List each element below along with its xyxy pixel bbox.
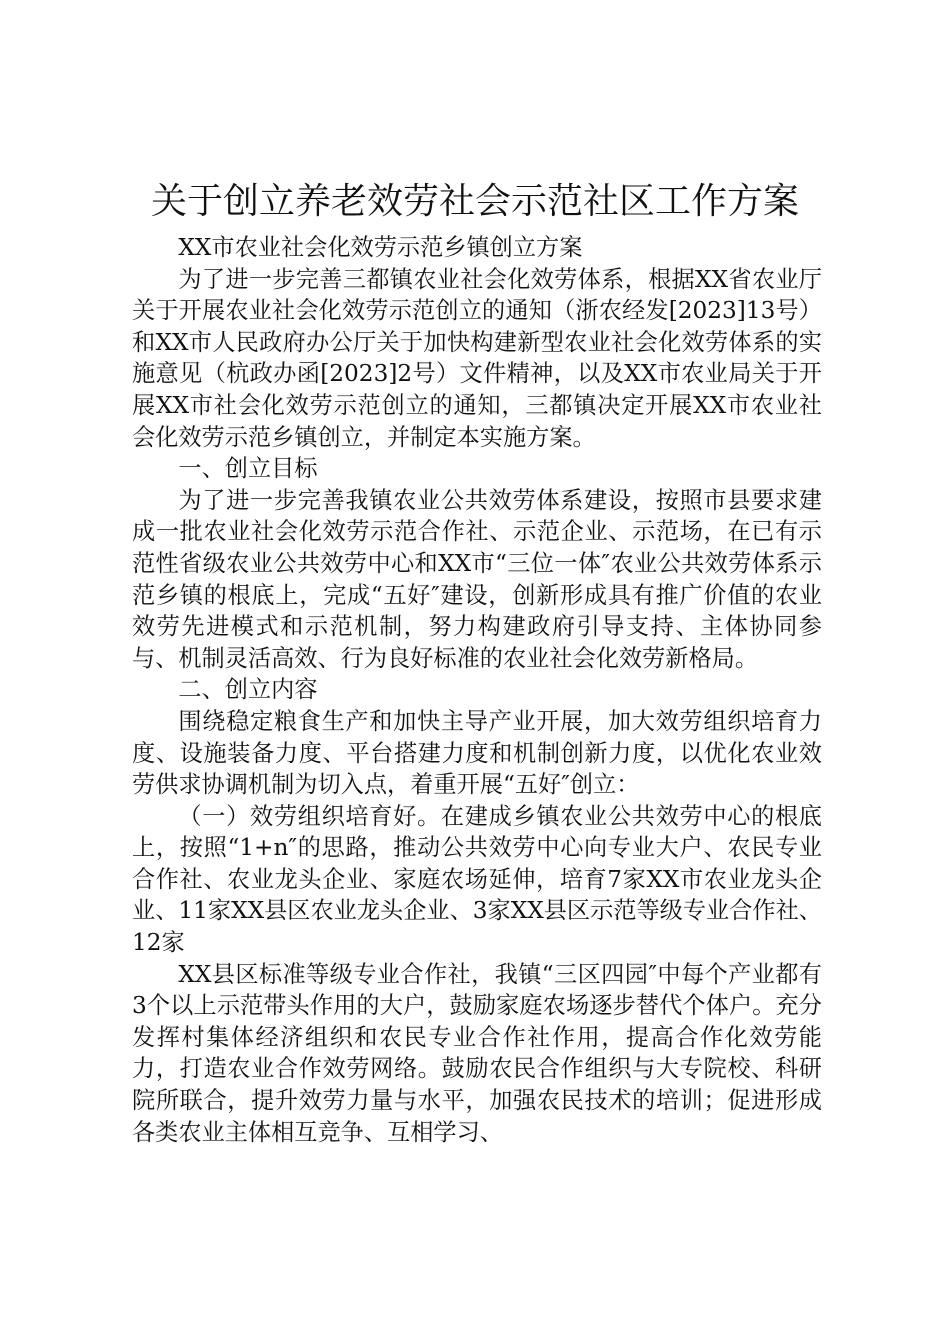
paragraph-item-1: （一）效劳组织培育好。在建成乡镇农业公共效劳中心的根底上，按照“1+n″的思路，推动公共效劳中心向专业大户、农民专业合作社、农业龙头企业、家庭农场延伸，培育7家XX市农业龙头企业、11家XX县区农业龙头企业、3家XX县区示范等级专业合作社、12家 <box>132 802 822 957</box>
paragraph-intro: 为了进一步完善三都镇农业社会化效劳体系，根据XX省农业厅关于开展农业社会化效劳示范创立的通知（浙农经发[2023]13号）和XX市人民政府办公厅关于加快构建新型农业社会化效劳体系的实施意见（杭政办函[2023]2号）文件精神，以及XX市农业局关于开展XX市社会化效劳示范创立的通知，三都镇决定开展XX市农业社会化效劳示范乡镇创立，并制定本实施方案。 <box>132 265 822 451</box>
paragraph-goals: 为了进一步完善我镇农业公共效劳体系建设，按照市县要求建成一批农业社会化效劳示范合作社、示范企业、示范场，在已有示范性省级农业公共效劳中心和XX市“三位一体″农业公共效劳体系示范乡镇的根底上，完成“五好″建设，创新形成具有推广价值的农业效劳先进模式和示范机制，努力构建政府引导支持、主体协同参与、机制灵活高效、行为良好标准的农业社会化效劳新格局。 <box>132 486 822 672</box>
paragraph-subtitle: XX市农业社会化效劳示范乡镇创立方案 <box>178 234 583 261</box>
document-body <box>132 232 822 1148</box>
paragraph-item-1-continued: XX县区标准等级专业合作社，我镇“三区四园″中每个产业都有3个以上示范带头作用的大户，鼓励家庭农场逐步替代个体户。充分发挥村集体经济组织和农民专业合作社作用，提高合作化效劳能力，打造农业合作效劳网络。鼓励农民合作组织与大专院校、科研院所联合，提升效劳力量与水平，加强农民技术的培训；促进形成各类农业主体相互竞争、互相学习、 <box>132 960 822 1146</box>
paragraph-content: 围绕稳定粮食生产和加快主导产业开展，加大效劳组织培育力度、设施装备力度、平台搭建力度和机制创新力度，以优化农业效劳供求协调机制为切入点，着重开展“五好″创立： <box>132 707 822 799</box>
document-title: 关于创立养老效劳社会示范社区工作方案 <box>150 181 799 222</box>
section-heading-content: 二、创立内容 <box>178 676 318 704</box>
section-heading-goals: 一、创立目标 <box>178 455 318 483</box>
